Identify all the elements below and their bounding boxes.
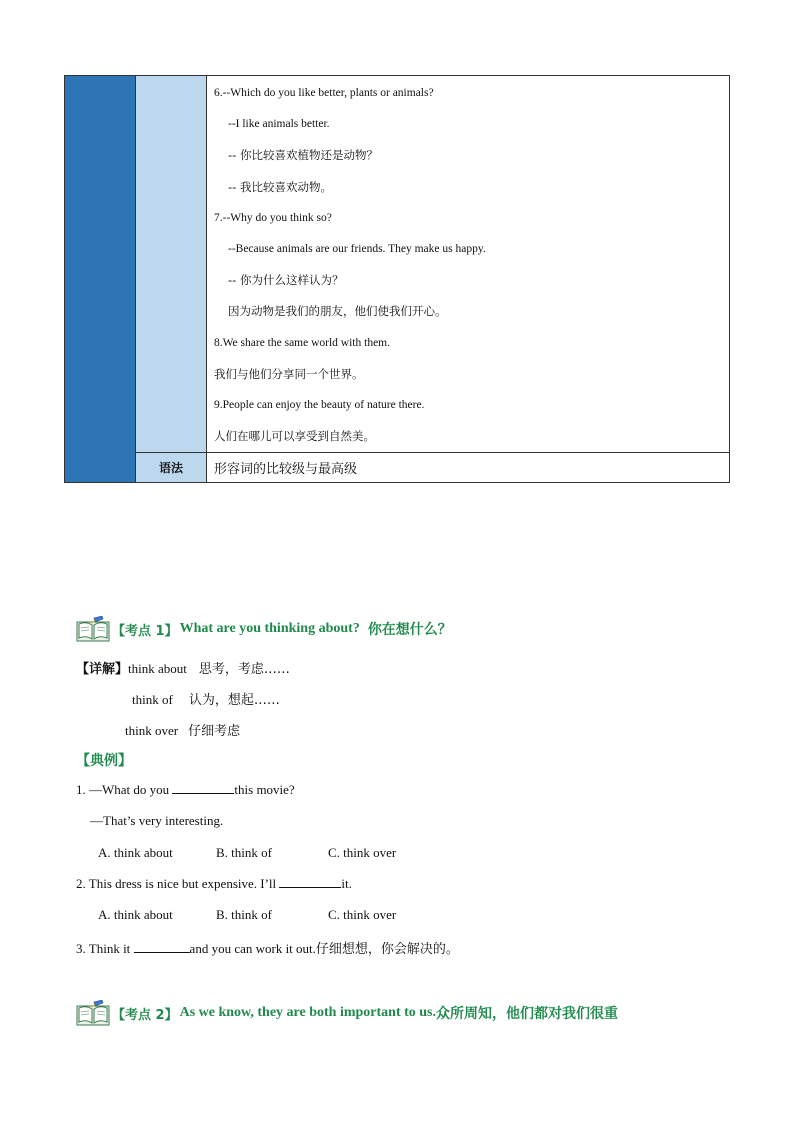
question-3-prefix: 3. Think it: [76, 941, 134, 956]
detail-label: 【详解】: [76, 662, 129, 677]
kaodian-1-heading: [76, 616, 452, 642]
kaodian-2-label: 【考点 2】: [112, 1007, 178, 1023]
detail-meaning: 认为，想起……: [188, 693, 280, 708]
option-a: A. think about: [98, 907, 173, 922]
question-3-chinese: 仔细想想，你会解决的。: [315, 942, 459, 957]
book-pencil-icon: [76, 616, 110, 642]
sentence-line: 我们与他们分享同一个世界。: [214, 366, 364, 381]
question-1-prefix: 1. —What do you: [76, 782, 173, 797]
sentence-line: 9.People can enjoy the beauty of nature there.: [214, 398, 425, 411]
kaodian-2-chinese: 众所周知，他们都对我们很重: [436, 1006, 619, 1022]
sentence-line: -- 我比较喜欢动物。: [228, 179, 332, 194]
label-column: [136, 76, 207, 452]
sentence-line: 6.--Which do you like better, plants or animals?: [214, 87, 434, 99]
detail-term: think over: [125, 723, 179, 738]
sentence-line: -- 你比较喜欢植物还是动物？: [228, 148, 378, 163]
sentence-line: 8.We share the same world with them.: [214, 336, 390, 349]
question-1: [76, 782, 295, 798]
section-color-column: [65, 76, 136, 482]
question-2-prefix: 2. This dress is nice but expensive. I’ll: [76, 876, 280, 891]
question-1-reply: —That’s very interesting.: [90, 813, 224, 828]
answer-blank: [279, 876, 341, 888]
sentence-line: --Because animals are our friends. They make us happy.: [228, 242, 486, 255]
sentence-line: -- 你为什么这样认为？: [228, 273, 344, 288]
detail-row-2: [132, 689, 280, 708]
sentence-list: [207, 76, 729, 452]
kaodian-1-chinese: 你在想什么？: [367, 622, 452, 638]
question-3-suffix: and you can work it out.: [189, 941, 316, 956]
grammar-value: 形容词的比较级与最高级: [207, 452, 729, 482]
question-3: [76, 938, 459, 957]
detail-term: think about: [128, 661, 187, 676]
detail-meaning: 仔细考虑: [188, 724, 241, 739]
question-2-options: [98, 907, 396, 923]
option-b: B. think of: [216, 907, 272, 922]
option-c: C. think over: [328, 907, 397, 922]
detail-meaning: 思考，考虑……: [198, 662, 290, 677]
question-2-suffix: it.: [341, 876, 352, 891]
kaodian-1-label: 【考点 1】: [112, 623, 178, 639]
book-pencil-icon: [76, 1000, 110, 1026]
option-b: B. think of: [216, 845, 272, 860]
detail-row-3: [125, 720, 240, 739]
answer-blank: [172, 782, 234, 794]
kaodian-2-heading: [76, 1000, 618, 1026]
option-c: C. think over: [328, 845, 397, 860]
question-1-options: [98, 845, 396, 861]
example-label: 【典例】: [76, 753, 132, 769]
detail-term: think of: [132, 692, 173, 707]
question-1-suffix: this movie?: [234, 782, 295, 797]
detail-row-1: [76, 658, 290, 677]
grammar-label: 语法: [136, 452, 207, 482]
answer-blank: [134, 941, 190, 953]
sentence-line: 因为动物是我们的朋友，他们使我们开心。: [228, 304, 447, 319]
question-2: [76, 876, 352, 892]
kaodian-2-english: As we know, they are both important to us.: [179, 1005, 437, 1020]
option-a: A. think about: [98, 845, 173, 860]
sentence-line: 7.--Why do you think so?: [214, 211, 332, 224]
kaodian-1-english: What are you thinking about?: [179, 621, 360, 636]
sentence-line: --I like animals better.: [228, 118, 330, 131]
grammar-table: [64, 75, 730, 483]
sentence-line: 人们在哪儿可以享受到自然美。: [214, 429, 375, 444]
